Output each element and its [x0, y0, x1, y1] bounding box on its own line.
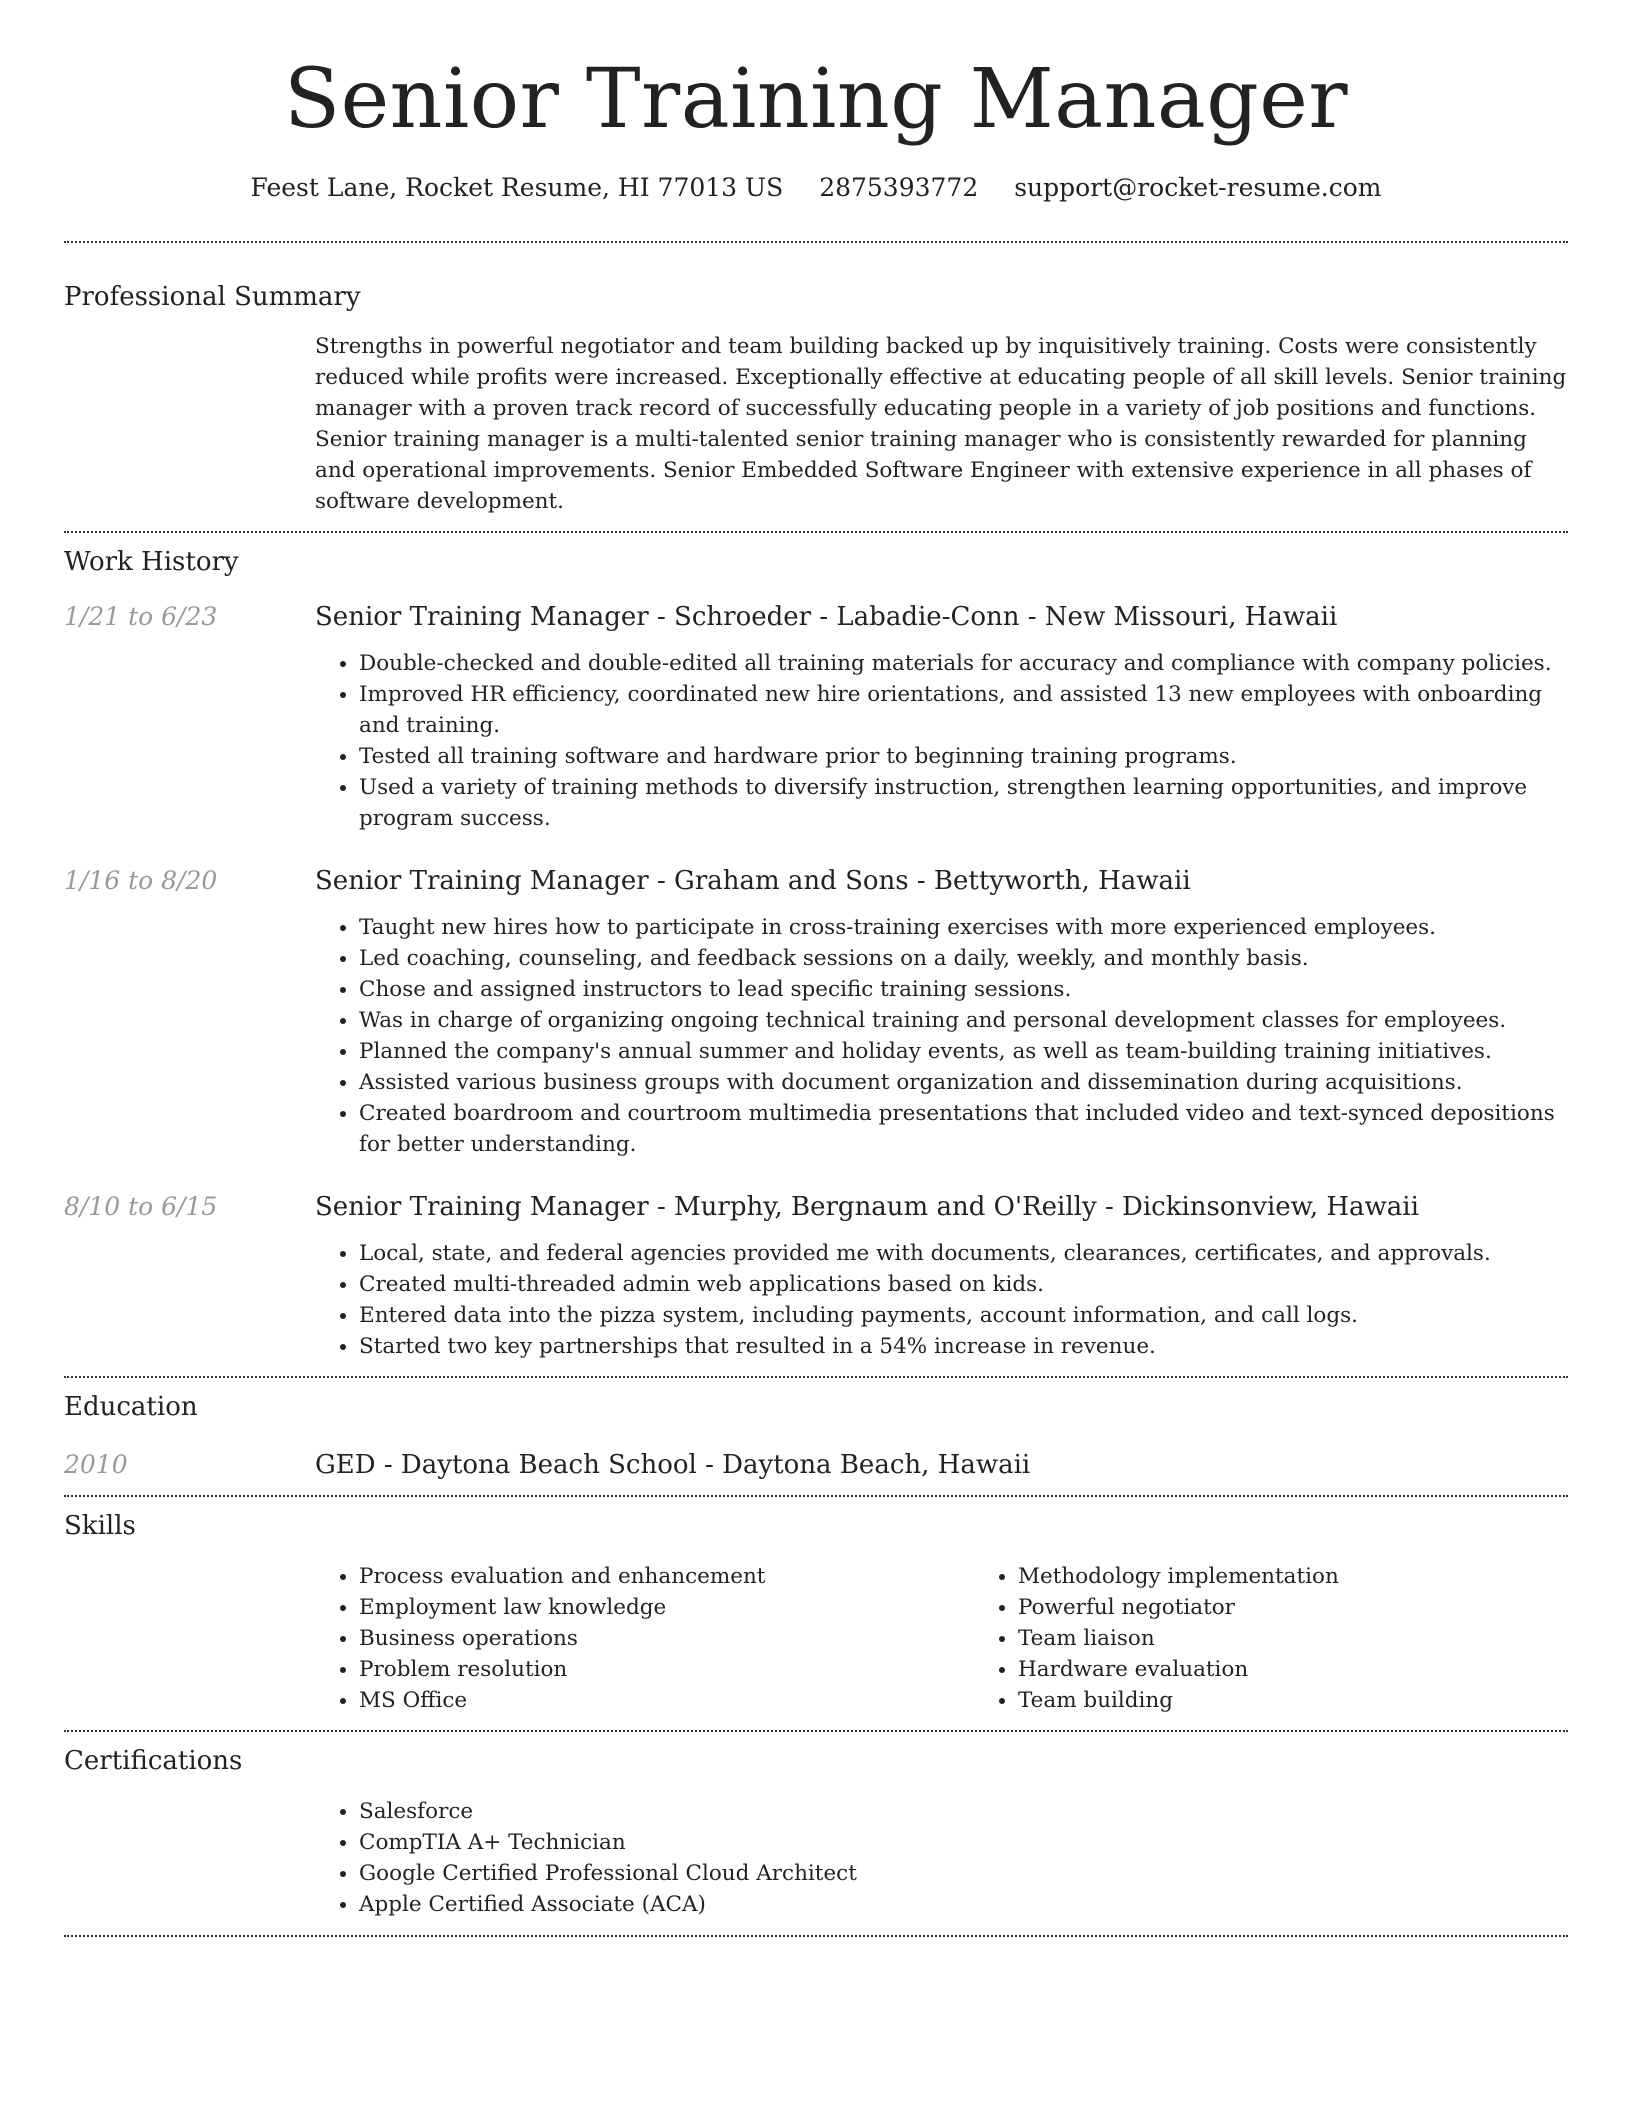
list-item: • Employment law knowledge [359, 1592, 974, 1623]
job-dates: 1/21 to 6/23 [64, 602, 218, 631]
list-item: • Double-checked and double-edited all training materials for accuracy and compliance with company policies. [359, 648, 1568, 679]
job-dates: 8/10 to 6/15 [64, 1192, 218, 1221]
list-item: • Local, state, and federal agencies provided me with documents, clearances, certificates, and approvals. [359, 1238, 1568, 1269]
list-item: • Salesforce [359, 1796, 1568, 1827]
list-item: • Process evaluation and enhancement [359, 1561, 974, 1592]
education-section [64, 1390, 1568, 1482]
job-title: Senior Training Manager - Graham and Sons - Bettyworth, Hawaii [315, 866, 1191, 896]
list-item: • Apple Certified Associate (ACA) [359, 1889, 1568, 1920]
education-year: 2010 [64, 1450, 128, 1479]
list-item: • Team building [1018, 1685, 1632, 1716]
resume-page [64, 0, 1568, 1937]
job-entry [64, 600, 1568, 834]
list-item: • Chose and assigned instructors to lead specific training sessions. [359, 974, 1568, 1005]
list-item: • Assisted various business groups with document organization and dissemination during acquisitions. [359, 1067, 1568, 1098]
certifications-list [315, 1796, 1568, 1920]
list-item: • Business operations [359, 1623, 974, 1654]
work-history-section [64, 545, 1568, 1362]
list-item: • CompTIA A+ Technician [359, 1827, 1568, 1858]
job-dates: 1/16 to 8/20 [64, 866, 218, 895]
job-bullets [315, 912, 1568, 1160]
list-item: • Entered data into the pizza system, including payments, account information, and call logs. [359, 1300, 1568, 1331]
job-bullets [315, 1238, 1568, 1362]
divider [64, 241, 1568, 243]
list-item: • Problem resolution [359, 1654, 974, 1685]
summary-text: Strengths in powerful negotiator and team building backed up by inquisitively training. Costs were consistently reduced while profits were increased. Exceptionally effective at educating people of all skill levels. Senior training manager with a proven track record of successfully educating people in a variety of job positions and functions. Senior training manager is a multi-talented senior training manager who is consistently rewarded for planning and operational improvements. Senior Embedded Software Engineer with extensive experience in all phases of software development. [315, 334, 1567, 514]
list-item: • Google Certified Professional Cloud Architect [359, 1858, 1568, 1889]
job-entry [64, 864, 1568, 1160]
list-item: • Tested all training software and hardware prior to beginning training programs. [359, 741, 1568, 772]
list-item: • Methodology implementation [1018, 1561, 1632, 1592]
job-entry [64, 1190, 1568, 1362]
divider [64, 531, 1568, 533]
job-bullets [315, 648, 1568, 834]
divider [64, 1495, 1568, 1497]
section-title-education: Education [64, 1392, 198, 1422]
divider [64, 1376, 1568, 1378]
contact-email: support@rocket-resume.com [1014, 173, 1382, 202]
skills-list [315, 1547, 1632, 1716]
contact-phone: 2875393772 [819, 173, 979, 202]
list-item: • Was in charge of organizing ongoing technical training and personal development classes for employees. [359, 1005, 1568, 1036]
job-title: Senior Training Manager - Murphy, Bergnaum and O'Reilly - Dickinsonview, Hawaii [315, 1192, 1419, 1222]
list-item: • Planned the company's annual summer and holiday events, as well as team-building training initiatives. [359, 1036, 1568, 1067]
list-item: • Created multi-threaded admin web applications based on kids. [359, 1269, 1568, 1300]
list-item: • Taught new hires how to participate in cross-training exercises with more experienced employees. [359, 912, 1568, 943]
section-title-work: Work History [64, 547, 239, 577]
education-entry [64, 1448, 1568, 1482]
education-detail: GED - Daytona Beach School - Daytona Beach, Hawaii [315, 1450, 1031, 1480]
list-item: • Led coaching, counseling, and feedback sessions on a daily, weekly, and monthly basis. [359, 943, 1568, 974]
section-title-certifications: Certifications [64, 1746, 243, 1776]
resume-name: Senior Training Manager [283, 52, 1349, 147]
list-item: • Team liaison [1018, 1623, 1632, 1654]
summary-section [64, 280, 1568, 517]
section-title-skills: Skills [64, 1511, 136, 1541]
list-item: • Started two key partnerships that resulted in a 54% increase in revenue. [359, 1331, 1568, 1362]
section-title-summary: Professional Summary [64, 282, 361, 312]
list-item: • Powerful negotiator [1018, 1592, 1632, 1623]
list-item: • Hardware evaluation [1018, 1654, 1632, 1685]
list-item: • Used a variety of training methods to diversify instruction, strengthen learning opportunities, and improve program success. [359, 772, 1568, 834]
divider [64, 1935, 1568, 1937]
skills-section [64, 1509, 1568, 1716]
contact-address: Feest Lane, Rocket Resume, HI 77013 US [250, 173, 784, 202]
contact-info [64, 172, 1568, 204]
skills-column-1 [315, 1561, 974, 1716]
skills-column-2 [974, 1561, 1632, 1716]
divider [64, 1730, 1568, 1732]
list-item: • Created boardroom and courtroom multimedia presentations that included video and text-synced depositions for better understanding. [359, 1098, 1568, 1160]
list-item: • Improved HR efficiency, coordinated new hire orientations, and assisted 13 new employees with onboarding and training. [359, 679, 1568, 741]
certifications-section [64, 1744, 1568, 1920]
job-title: Senior Training Manager - Schroeder - Labadie-Conn - New Missouri, Hawaii [315, 602, 1338, 632]
list-item: • MS Office [359, 1685, 974, 1716]
